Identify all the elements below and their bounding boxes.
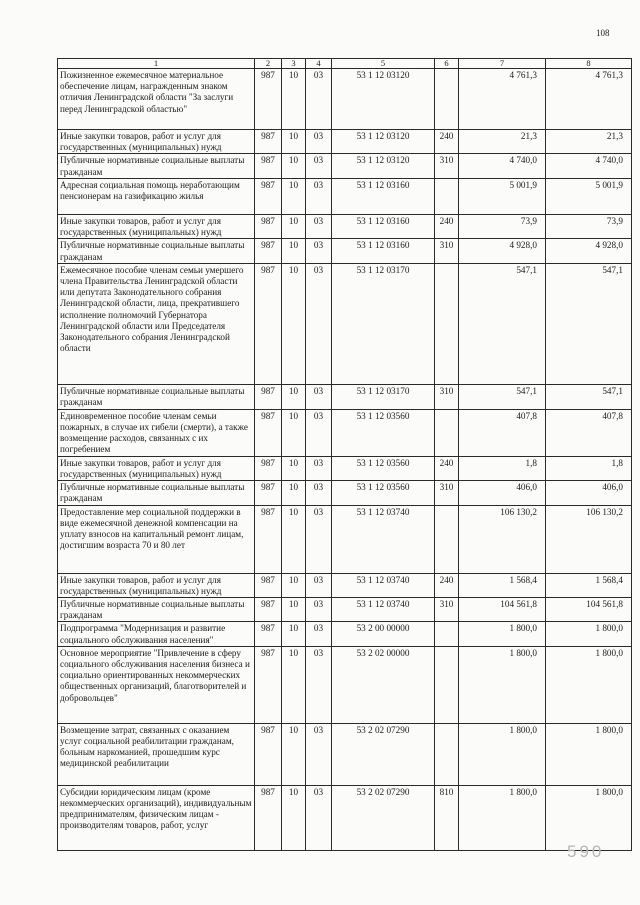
row-name-cell: Публичные нормативные социальные выплаты гражданам	[58, 384, 255, 409]
code-target-cell: 53 2 02 00000	[332, 646, 435, 723]
amount-cell: 104 561,8	[459, 597, 546, 621]
archive-stamp-number: 590	[567, 842, 605, 861]
code-target-cell: 53 1 12 03560	[332, 481, 435, 505]
code-type-cell: 240	[435, 130, 459, 154]
row-name-cell: Предоставление мер социальной поддержки в виде ежемесячной денежной компенсации на уплату взносов на капитальный ремонт лицам, достигшим возраста 70 и 80 лет	[58, 505, 255, 573]
amount-cell: 1 800,0	[459, 622, 546, 646]
code-type-cell	[435, 622, 459, 646]
code-admin-cell: 987	[255, 409, 282, 456]
amount-cell: 1,8	[459, 456, 546, 480]
code-type-cell: 240	[435, 573, 459, 597]
code-admin-cell: 987	[255, 178, 282, 214]
code-target-cell: 53 1 12 03160	[332, 178, 435, 214]
code-type-cell: 310	[435, 481, 459, 505]
amount-cell: 21,3	[459, 130, 546, 154]
code-subsection-cell: 03	[306, 69, 332, 130]
code-admin-cell: 987	[255, 646, 282, 723]
header-cell: 3	[282, 59, 306, 69]
code-admin-cell: 987	[255, 573, 282, 597]
amount-cell: 73,9	[459, 214, 546, 238]
code-subsection-cell: 03	[306, 723, 332, 785]
amount-cell: 407,8	[546, 409, 632, 456]
code-admin-cell: 987	[255, 622, 282, 646]
code-type-cell: 310	[435, 597, 459, 621]
amount-cell: 4 928,0	[546, 239, 632, 263]
amount-cell: 106 130,2	[459, 505, 546, 573]
table-row	[58, 646, 632, 723]
code-section-cell: 10	[282, 646, 306, 723]
amount-cell: 5 001,9	[546, 178, 632, 214]
code-admin-cell: 987	[255, 154, 282, 178]
code-admin-cell: 987	[255, 384, 282, 409]
code-type-cell	[435, 646, 459, 723]
code-section-cell: 10	[282, 69, 306, 130]
code-type-cell: 310	[435, 154, 459, 178]
table-row	[58, 154, 632, 178]
amount-cell: 547,1	[459, 384, 546, 409]
header-cell: 2	[255, 59, 282, 69]
code-type-cell	[435, 409, 459, 456]
code-admin-cell: 987	[255, 214, 282, 238]
amount-cell: 547,1	[459, 263, 546, 384]
code-section-cell: 10	[282, 239, 306, 263]
amount-cell: 1 800,0	[546, 785, 632, 850]
code-subsection-cell: 03	[306, 239, 332, 263]
code-subsection-cell: 03	[306, 263, 332, 384]
code-type-cell	[435, 178, 459, 214]
table-row	[58, 130, 632, 154]
code-admin-cell: 987	[255, 263, 282, 384]
row-name-cell: Субсидии юридическим лицам (кроме некоммерческих организаций), индивидуальным предпринимателям, физическим лицам - производителям товаров, работ, услуг	[58, 785, 255, 850]
table-row	[58, 456, 632, 480]
code-type-cell: 240	[435, 456, 459, 480]
header-cell: 1	[58, 59, 255, 69]
row-name-cell: Возмещение затрат, связанных с оказанием услуг социальной реабилитации гражданам, больным наркоманией, прошедшим курс медицинской реабилитации	[58, 723, 255, 785]
code-subsection-cell: 03	[306, 622, 332, 646]
code-subsection-cell: 03	[306, 785, 332, 850]
row-name-cell: Иные закупки товаров, работ и услуг для государственных (муниципальных) нужд	[58, 456, 255, 480]
row-name-cell: Иные закупки товаров, работ и услуг для государственных (муниципальных) нужд	[58, 130, 255, 154]
budget-table	[57, 58, 632, 851]
code-target-cell: 53 1 12 03170	[332, 263, 435, 384]
table-row	[58, 384, 632, 409]
amount-cell: 1 568,4	[546, 573, 632, 597]
code-type-cell: 310	[435, 384, 459, 409]
amount-cell: 4 740,0	[546, 154, 632, 178]
header-cell: 6	[435, 59, 459, 69]
code-target-cell: 53 1 12 03740	[332, 597, 435, 621]
code-target-cell: 53 2 02 07290	[332, 723, 435, 785]
code-section-cell: 10	[282, 384, 306, 409]
amount-cell: 547,1	[546, 384, 632, 409]
code-section-cell: 10	[282, 214, 306, 238]
row-name-cell: Ежемесячное пособие членам семьи умершего члена Правительства Ленинградской области или депутата Законодательного собрания Ленинградской области, лица, прекратившего исполнение полномочий Губернатора Ленинградской области или Председателя Законодательного собрания Ленинградской области	[58, 263, 255, 384]
amount-cell: 1 800,0	[459, 723, 546, 785]
amount-cell: 73,9	[546, 214, 632, 238]
amount-cell: 1 800,0	[459, 785, 546, 850]
amount-cell: 1 800,0	[546, 646, 632, 723]
row-name-cell: Адресная социальная помощь неработающим пенсионерам на газификацию жилья	[58, 178, 255, 214]
code-subsection-cell: 03	[306, 646, 332, 723]
amount-cell: 406,0	[546, 481, 632, 505]
code-admin-cell: 987	[255, 597, 282, 621]
code-target-cell: 53 1 12 03120	[332, 130, 435, 154]
code-type-cell: 810	[435, 785, 459, 850]
header-cell: 8	[546, 59, 632, 69]
code-section-cell: 10	[282, 622, 306, 646]
code-subsection-cell: 03	[306, 573, 332, 597]
amount-cell: 1 800,0	[459, 646, 546, 723]
code-section-cell: 10	[282, 573, 306, 597]
code-admin-cell: 987	[255, 130, 282, 154]
amount-cell: 406,0	[459, 481, 546, 505]
row-name-cell: Подпрограмма "Модернизация и развитие социального обслуживания населения"	[58, 622, 255, 646]
code-section-cell: 10	[282, 409, 306, 456]
code-section-cell: 10	[282, 723, 306, 785]
code-target-cell: 53 1 12 03740	[332, 573, 435, 597]
row-name-cell: Публичные нормативные социальные выплаты гражданам	[58, 239, 255, 263]
amount-cell: 1,8	[546, 456, 632, 480]
amount-cell: 4 761,3	[546, 69, 632, 130]
code-target-cell: 53 1 12 03170	[332, 384, 435, 409]
code-section-cell: 10	[282, 785, 306, 850]
table-row	[58, 785, 632, 850]
code-section-cell: 10	[282, 481, 306, 505]
table-row	[58, 573, 632, 597]
row-name-cell: Иные закупки товаров, работ и услуг для государственных (муниципальных) нужд	[58, 214, 255, 238]
code-admin-cell: 987	[255, 69, 282, 130]
code-subsection-cell: 03	[306, 214, 332, 238]
code-target-cell: 53 1 12 03160	[332, 214, 435, 238]
code-section-cell: 10	[282, 178, 306, 214]
code-target-cell: 53 1 12 03120	[332, 154, 435, 178]
table-row	[58, 69, 632, 130]
code-target-cell: 53 1 12 03160	[332, 239, 435, 263]
code-admin-cell: 987	[255, 505, 282, 573]
code-section-cell: 10	[282, 263, 306, 384]
code-admin-cell: 987	[255, 481, 282, 505]
row-name-cell: Основное мероприятие "Привлечение в сферу социального обслуживания населения бизнеса и социально ориентированных некоммерческих общественных организаций, благотворителей и добровольцев"	[58, 646, 255, 723]
amount-cell: 21,3	[546, 130, 632, 154]
code-type-cell: 310	[435, 239, 459, 263]
code-target-cell: 53 2 00 00000	[332, 622, 435, 646]
code-admin-cell: 987	[255, 723, 282, 785]
page-number: 108	[596, 28, 610, 38]
table-row	[58, 505, 632, 573]
amount-cell: 1 568,4	[459, 573, 546, 597]
row-name-cell: Пожизненное ежемесячное материальное обеспечение лицам, награжденным знаком отличия Ленинградской области "За заслуги перед Ленинградской областью"	[58, 69, 255, 130]
code-subsection-cell: 03	[306, 384, 332, 409]
amount-cell: 547,1	[546, 263, 632, 384]
code-section-cell: 10	[282, 130, 306, 154]
code-subsection-cell: 03	[306, 481, 332, 505]
amount-cell: 1 800,0	[546, 622, 632, 646]
amount-cell: 106 130,2	[546, 505, 632, 573]
table-row	[58, 622, 632, 646]
code-type-cell	[435, 505, 459, 573]
amount-cell: 4 740,0	[459, 154, 546, 178]
row-name-cell: Единовременное пособие членам семьи пожарных, в случае их гибели (смерти), а также возмещение расходов, связанных с их погребением	[58, 409, 255, 456]
amount-cell: 5 001,9	[459, 178, 546, 214]
amount-cell: 4 928,0	[459, 239, 546, 263]
code-section-cell: 10	[282, 505, 306, 573]
code-target-cell: 53 2 02 07290	[332, 785, 435, 850]
row-name-cell: Публичные нормативные социальные выплаты гражданам	[58, 597, 255, 621]
table-row	[58, 409, 632, 456]
amount-cell: 407,8	[459, 409, 546, 456]
code-subsection-cell: 03	[306, 597, 332, 621]
code-subsection-cell: 03	[306, 154, 332, 178]
header-cell: 7	[459, 59, 546, 69]
code-type-cell	[435, 69, 459, 130]
amount-cell: 1 800,0	[546, 723, 632, 785]
table-row	[58, 481, 632, 505]
code-subsection-cell: 03	[306, 409, 332, 456]
header-cell: 4	[306, 59, 332, 69]
code-target-cell: 53 1 12 03740	[332, 505, 435, 573]
table-row	[58, 263, 632, 384]
table-row	[58, 597, 632, 621]
code-subsection-cell: 03	[306, 505, 332, 573]
code-admin-cell: 987	[255, 239, 282, 263]
row-name-cell: Иные закупки товаров, работ и услуг для государственных (муниципальных) нужд	[58, 573, 255, 597]
code-target-cell: 53 1 12 03120	[332, 69, 435, 130]
table-row	[58, 178, 632, 214]
code-target-cell: 53 1 12 03560	[332, 409, 435, 456]
code-type-cell	[435, 723, 459, 785]
code-subsection-cell: 03	[306, 130, 332, 154]
amount-cell: 4 761,3	[459, 69, 546, 130]
table-row	[58, 214, 632, 238]
code-subsection-cell: 03	[306, 456, 332, 480]
header-row	[58, 59, 632, 69]
code-section-cell: 10	[282, 597, 306, 621]
code-admin-cell: 987	[255, 785, 282, 850]
code-type-cell: 240	[435, 214, 459, 238]
row-name-cell: Публичные нормативные социальные выплаты гражданам	[58, 154, 255, 178]
code-type-cell	[435, 263, 459, 384]
code-subsection-cell: 03	[306, 178, 332, 214]
row-name-cell: Публичные нормативные социальные выплаты гражданам	[58, 481, 255, 505]
table-row	[58, 239, 632, 263]
header-cell: 5	[332, 59, 435, 69]
amount-cell: 104 561,8	[546, 597, 632, 621]
table-row	[58, 723, 632, 785]
code-target-cell: 53 1 12 03560	[332, 456, 435, 480]
code-admin-cell: 987	[255, 456, 282, 480]
code-section-cell: 10	[282, 456, 306, 480]
code-section-cell: 10	[282, 154, 306, 178]
